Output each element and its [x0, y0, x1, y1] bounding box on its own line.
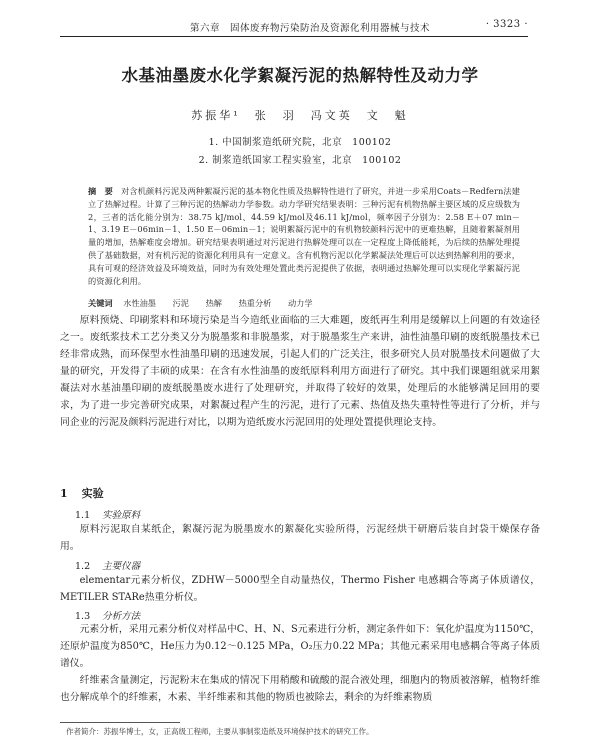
subsection-title: 实验原料	[102, 510, 141, 521]
authors: 苏振华¹ 张 羽 冯文英 文 魁	[191, 109, 409, 122]
subsection-heading	[75, 507, 140, 521]
section-number: 1	[60, 487, 68, 500]
keyword: 热解	[205, 298, 222, 308]
abstract-text: 对含机颜料污泥及两种絮凝污泥的基本物化性质及热解特性进行了研究，并进一步采用Coats－Redfern法建立了热解过程。计算了三种污泥的热解动力学参数。动力学研究结果表明：三种污泥有机物热解主要区域的反应级数为2，三者的活化能分别为：38.75 kJ/mol、44.59 kJ/mol及46.11 kJ/mol，频率因子分别为：2.58 E＋07 min－1、3.19 E－06min－1、1.50 E－06min－1；说明絮凝污泥中的有机物较颜料污泥中的更难热解，且随着絮凝剂用量的增加，热解难度会增加。研究结果表明通过对污泥进行热解处理可以在一定程度上降低能耗，为后续的热解处理提供了基础数据，对有机污泥的资源化利用具有一定意义。含有机物污泥以化学絮凝法处理后可以达到热解利用的要求，具有可观的经济效益及环境效益，同时为有效处理处置此类污泥提供了依据，表明通过热解处理可以实现化学絮凝污泥的资源化利用。	[88, 186, 520, 286]
affiliation-1: 1. 中国制浆造纸研究院，北京 100102	[208, 137, 392, 148]
section-title: 实验	[81, 487, 104, 500]
abstract-label: 摘 要	[88, 186, 113, 196]
subsection-title: 主要仪器	[102, 561, 141, 572]
subsection-title: 分析方法	[102, 611, 141, 622]
header-rule	[60, 36, 528, 37]
paragraph: 纤维素含量测定，污泥粉末在集成的情况下用稍酸和硫酸的混合液处理，细胞内的物质被溶解，植物纤维也分解成单个的纤维素，木素、半纤维素和其他的物质也被除去，剩余的为纤维素物质	[60, 675, 540, 703]
keyword: 水性油墨	[123, 298, 156, 308]
affiliation-2: 2. 制浆造纸国家工程实验室，北京 100102	[198, 155, 402, 166]
subsection-number: 1.3	[75, 611, 91, 622]
page-number: · 3323 ·	[485, 19, 528, 30]
section-heading	[60, 485, 104, 501]
subsection-heading	[75, 558, 140, 572]
header-chapter: 第六章 固体废弃物污染防治及资源化利用器械与技术	[190, 23, 431, 34]
keywords	[88, 298, 520, 309]
keyword: 污泥	[172, 298, 189, 308]
footnote: 作者简介：苏振华博士，女，正高级工程师，主要从事制浆造纸及环境保护技术的研究工作。	[66, 727, 374, 736]
keyword: 动力学	[287, 298, 313, 308]
paragraph: elementar元素分析仪，ZDHW－5000型全自动量热仪，Thermo Fisher 电感耦合等离子体质谱仪，METILER STARe热重分析仪。	[60, 575, 540, 603]
intro-paragraph: 原料预烧、印刷浆料和环境污染是当今造纸业面临的三大难题，废纸再生利用是缓解以上问题的有效途径之一。废纸浆技术工艺分类又分为脱墨浆和非脱墨浆，对于脱墨浆生产来讲，油性油墨印刷的废纸脱墨技术已经非常成熟，而环保型水性油墨印刷的迅速发展，引起人们的广泛关注，很多研究人员对脱墨技术问题做了大量的研究，开发得了丰硕的成果：在含有水性油墨的废纸原料利用方面进行了研究。其中我们课题组就采用絮凝法对水基油墨印刷的废纸脱墨废水进行了处理研究，并取得了较好的效果，处理后的水能够满足回用的要求，为了进一步完善研究成果，对絮凝过程产生的污泥，进行了元素、热值及热失重特性等进行了分析，并与同企业的污泥及颜料污泥进行对比，以期为造纸废水污泥回用的处理处置提供理论支持。	[60, 315, 540, 428]
paragraph: 原料污泥取自某纸企，絮凝污泥为脱墨废水的絮凝化实验所得，污泥经烘干研磨后装自封袋干燥保存备用。	[60, 524, 540, 552]
running-header	[60, 18, 528, 36]
footnote-rule	[60, 722, 180, 723]
keyword: 热重分析	[238, 298, 272, 308]
keywords-label: 关键词	[88, 298, 113, 308]
abstract	[88, 185, 520, 287]
paper-title: 水基油墨废水化学絮凝污泥的热解特性及动力学	[121, 66, 479, 85]
paragraph: 元素分析，采用元素分析仪对样品中C、H、N、S元素进行分析，测定条件如下：氧化炉温度为1150℃，还原炉温度为850℃，He压力为0.12～0.125 MPa，O₂压力0.22 MPa；其他元素采用电感耦合等离子体质谱仪。	[60, 624, 540, 669]
subsection-heading	[75, 608, 140, 622]
subsection-number: 1.2	[75, 561, 91, 572]
subsection-number: 1.1	[75, 510, 91, 521]
